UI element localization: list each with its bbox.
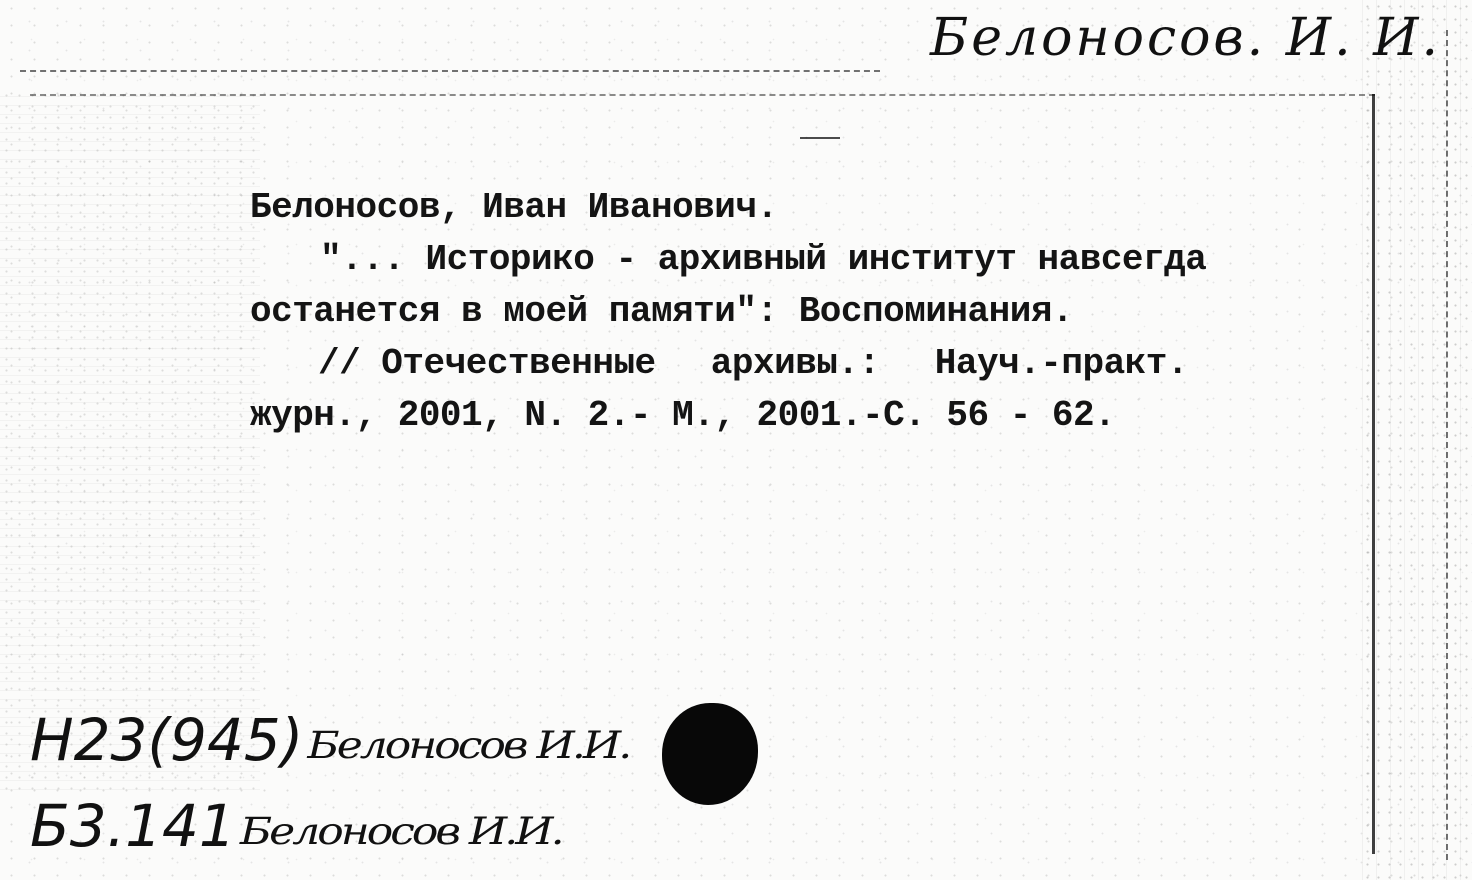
entry-source-line-1 xyxy=(250,338,1188,390)
frame-right-rule xyxy=(1372,94,1375,854)
shelfmark-name-2: Белоносов И.И. xyxy=(239,809,562,854)
shelfmark-code-2: Б3.141 xyxy=(30,792,236,860)
entry-author: Белоносов, Иван Иванович. xyxy=(250,187,778,228)
shelfmark-line-1 xyxy=(30,706,629,774)
right-edge-texture xyxy=(1362,0,1472,880)
shelfmark-code-1: Н23(945) xyxy=(30,706,304,774)
top-dashed-rule xyxy=(20,70,880,72)
entry-title-line-1: "... Историко - архивный институт навсегда xyxy=(320,239,1207,280)
shelfmark-line-2 xyxy=(30,792,562,860)
handwritten-author-heading: Белоносов. И. И. xyxy=(930,8,1441,68)
entry-source-line-2: журн., 2001, N. 2.- М., 2001.-С. 56 - 62. xyxy=(250,395,1116,436)
source-journal-kind: Науч.-практ. xyxy=(934,343,1188,384)
source-journal-type: архивы.: xyxy=(710,343,880,384)
source-journal-name: // Отечественные xyxy=(318,343,656,384)
left-edge-texture xyxy=(0,90,260,790)
small-dash-mark xyxy=(800,137,840,139)
frame-top-rule xyxy=(30,94,1375,96)
entry-title-line-2: останется в моей памяти": Воспоминания. xyxy=(250,291,1074,332)
bibliographic-entry xyxy=(250,182,1210,442)
shelfmark-name-1: Белоносов И.И. xyxy=(307,723,630,768)
outer-right-rule xyxy=(1446,30,1448,860)
